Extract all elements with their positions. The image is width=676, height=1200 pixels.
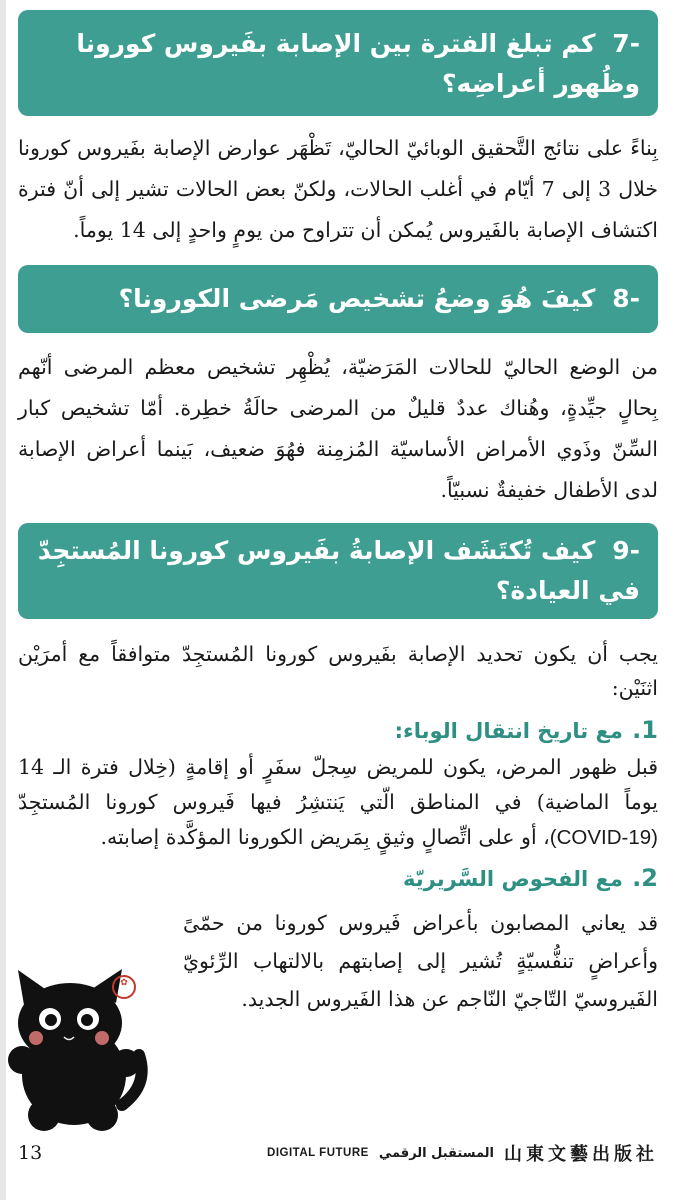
point-2-heading bbox=[18, 859, 658, 898]
brand-latin: DIGITAL FUTURE bbox=[267, 1147, 369, 1159]
question-9-number: -9 bbox=[612, 536, 640, 565]
answer-9-intro: يجب أن يكون تحديد الإصابة بفَيروس كورونا المُستجِدّ متوافقاً مع أمرَيْن اثنَيْن: bbox=[18, 642, 658, 700]
question-9-header bbox=[18, 523, 658, 619]
publisher-logo: 山東文藝出版社 bbox=[504, 1144, 658, 1165]
page-content bbox=[18, 0, 658, 1018]
point-1-text-b: ، أو على اتِّصالٍ وثيقٍ بِمَريض الكورونا المؤكَّدة إصابته. bbox=[100, 825, 550, 849]
point-1-number: 1. bbox=[632, 716, 658, 744]
brand-arabic: المستقبل الرقمي bbox=[378, 1145, 494, 1161]
answer-8-text: من الوضع الحاليّ للحالات المَرَضيّة، يُظْهِر تشخيص معظم المرضى أنّهم بِحالٍ جيِّدةٍ، وهُناك عددٌ قليلٌ من المرضى حالَةُ خطِرة. أمّا تشخيص كبار السِّنّ وذَوي الأمراض الأساسيّة المُزمِنة فهُوَ ضعيف، بَينما أعراض الإصابة لدى الأطفال خفيفةٌ نسبيّاً. bbox=[18, 355, 658, 502]
question-8-header bbox=[18, 265, 658, 333]
point-2-number: 2. bbox=[632, 864, 658, 892]
point-1-text-a: قبل ظهور المرض، يكون للمريض سِجلّ سفَرٍ أو إقامةٍ (خِلال فترة الـ 14 يوماً الماضية) في المناطق الّتي يَنتشِرُ فيها فَيروس كورونا المُستجِدّ bbox=[18, 755, 658, 814]
covid-code: (COVID-19) bbox=[549, 826, 658, 849]
question-7-title: كم تبلغ الفترة بين الإصابة بفَيروس كورونا وظُهور أعراضِه؟ bbox=[76, 29, 640, 98]
point-1-title: مع تاريخ انتقال الوباء: bbox=[394, 719, 623, 743]
footer-brand bbox=[267, 1140, 658, 1166]
page-footer bbox=[18, 1133, 658, 1173]
answer-7-text: بِناءً على نتائج التَّحقيق الوبائيّ الحاليّ، تَظْهَر عوارض الإصابة بفَيروس كورونا خلال 3 إلى 7 أيّام في أغلب الحالات، ولكنّ بعض الحالات تشير إلى أنّ فترة اكتشاف الإصابة بالفَيروس يُمكن أن تتراوح من يومٍ واحدٍ إلى 14 يوماً. bbox=[18, 136, 658, 242]
seal-stamp: ✿ bbox=[112, 975, 136, 999]
page-number: 13 bbox=[18, 1142, 43, 1164]
question-9-title: كيف تُكتَشَف الإصابةُ بفَيروس كورونا المُستجِدّ في العيادة؟ bbox=[37, 536, 640, 605]
question-8-title: كيفَ هُوَ وضعُ تشخيص مَرضى الكورونا؟ bbox=[118, 284, 596, 313]
point-1-heading bbox=[18, 711, 658, 750]
question-7-header bbox=[18, 10, 658, 116]
point-1-text bbox=[18, 750, 658, 855]
point-2-text: قد يعاني المصابون بأعراض فَيروس كورونا من حمّىً وأعراضٍ تنفُّسيّةٍ تُشير إلى إصابتهم بالالتهاب الرِّئويّ الفَيروسيّ التّاجيّ النّاجم عن هذا الفَيروس الجديد. bbox=[183, 911, 658, 1011]
question-7-number: -7 bbox=[612, 29, 640, 58]
question-8-number: -8 bbox=[612, 284, 640, 313]
point-2-title: مع الفحوص السَّريريّة bbox=[403, 867, 623, 891]
